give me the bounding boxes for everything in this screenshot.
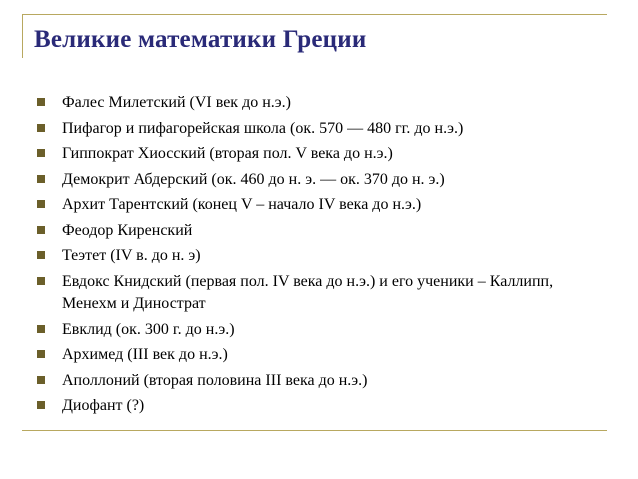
square-bullet-icon bbox=[37, 226, 45, 234]
list-item bbox=[34, 271, 594, 316]
frame-bottom-line bbox=[22, 430, 607, 431]
list-item-text: Гиппократ Хиосский (вторая пол. V века до н.э.) bbox=[62, 145, 393, 162]
list-item bbox=[34, 194, 594, 217]
square-bullet-icon bbox=[37, 98, 45, 106]
square-bullet-icon bbox=[37, 175, 45, 183]
list-item bbox=[34, 118, 594, 141]
list-item bbox=[34, 344, 594, 367]
list-item bbox=[34, 143, 594, 166]
square-bullet-icon bbox=[37, 200, 45, 208]
slide-title: Великие математики Греции bbox=[34, 26, 367, 53]
square-bullet-icon bbox=[37, 325, 45, 333]
list-item-text: Теэтет (IV в. до н. э) bbox=[62, 247, 201, 264]
list-item bbox=[34, 92, 594, 115]
square-bullet-icon bbox=[37, 401, 45, 409]
list-item-text: Архит Тарентский (конец V – начало IV века до н.э.) bbox=[62, 196, 422, 213]
list-item-text: Архимед (III век до н.э.) bbox=[62, 346, 228, 363]
bullet-list bbox=[34, 92, 594, 421]
list-item-text: Аполлоний (вторая половина III века до н.э.) bbox=[62, 371, 368, 389]
square-bullet-icon bbox=[37, 376, 45, 384]
list-item-text: Демокрит Абдерский (ок. 460 до н. э. — ок. 370 до н. э.) bbox=[62, 170, 445, 188]
list-item-text: Евклид (ок. 300 г. до н.э.) bbox=[62, 320, 235, 338]
square-bullet-icon bbox=[37, 149, 45, 157]
list-item bbox=[34, 245, 594, 268]
list-item bbox=[34, 319, 594, 342]
frame-top-line bbox=[22, 14, 607, 15]
square-bullet-icon bbox=[37, 251, 45, 259]
list-item-text: Пифагор и пифагорейская школа (ок. 570 — 480 гг. до н.э.) bbox=[62, 119, 464, 137]
square-bullet-icon bbox=[37, 277, 45, 285]
frame-left-line bbox=[22, 14, 23, 58]
list-item-text: Диофант (?) bbox=[62, 397, 145, 414]
list-item bbox=[34, 169, 594, 192]
list-item bbox=[34, 220, 594, 243]
list-item-text: Фалес Милетский (VI век до н.э.) bbox=[62, 94, 291, 111]
square-bullet-icon bbox=[37, 350, 45, 358]
square-bullet-icon bbox=[37, 124, 45, 132]
list-item bbox=[34, 370, 594, 393]
list-item bbox=[34, 395, 594, 418]
list-item-text: Феодор Киренский bbox=[62, 221, 193, 239]
list-item-text: Евдокс Книдский (первая пол. IV века до н.э.) и его ученики – Каллипп, Менехм и Динострат bbox=[62, 272, 554, 312]
